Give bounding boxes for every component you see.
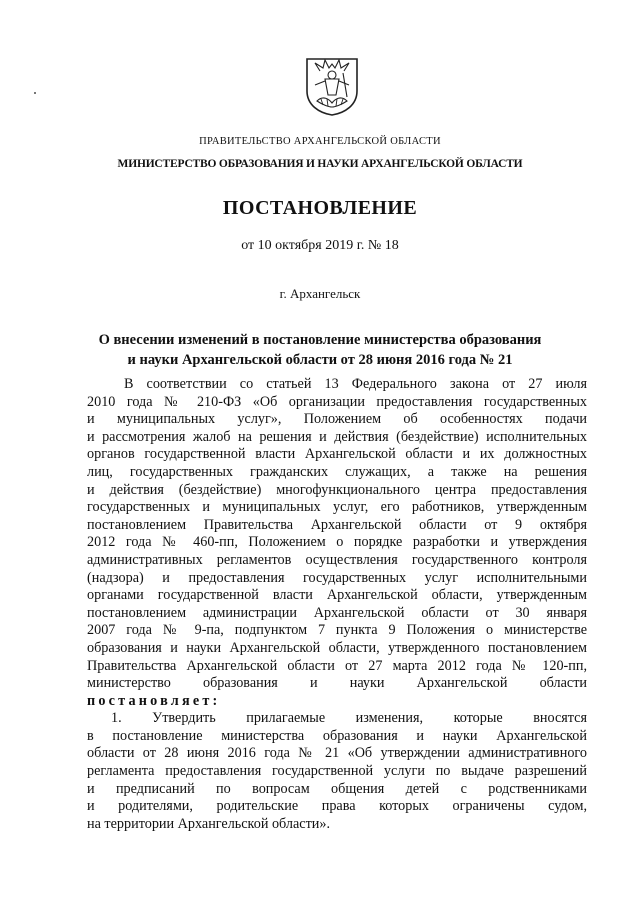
- body-line: 2010 года № 210-ФЗ «Об организации предоставления государственных: [87, 393, 587, 410]
- document-type: ПОСТАНОВЛЕНИЕ: [222, 197, 418, 219]
- body-line: (надзора) и предоставления государственных услуг исполнительными: [87, 569, 587, 586]
- resolution-word: постановляет:: [87, 692, 221, 709]
- body-line: постановлением администрации Архангельской области от 30 января: [87, 604, 587, 621]
- document-body: [87, 376, 587, 833]
- subject-line: и науки Архангельской области от 28 июня 2016 года № 21: [127, 352, 513, 368]
- body-line: образования и науки Архангельской области, утвержденного постановлением: [87, 639, 587, 656]
- body-line: министерство образования и науки Архангельской области: [87, 675, 587, 692]
- body-line: на территории Архангельской области».: [87, 815, 331, 832]
- document-city: г. Архангельск: [279, 286, 361, 301]
- government-name: ПРАВИТЕЛЬСТВО АРХАНГЕЛЬСКОЙ ОБЛАСТИ: [199, 136, 441, 147]
- subject-line: О внесении изменений в постановление министерства образования: [98, 332, 542, 348]
- body-line: Правительства Архангельской области от 27 марта 2012 года № 120-пп,: [87, 657, 587, 674]
- body-line: органов государственной власти Архангельской области и их должностных: [87, 446, 587, 463]
- body-line: государственных и муниципальных услуг, его работников, утвержденным: [87, 499, 587, 516]
- body-line: 2007 года № 9-па, подпунктом 7 пункта 9 Положения о министерстве: [87, 622, 587, 639]
- body-line: органами государственной власти Архангельской области, утвержденным: [87, 587, 587, 604]
- body-line: В соответствии со статьей 13 Федерального закона от 27 июля: [124, 376, 587, 392]
- body-line: и предписаний по вопросам общения детей с родственниками: [87, 780, 587, 797]
- document-subject: [0, 330, 640, 370]
- body-line: и действия (бездействие) многофункционального центра предоставления: [87, 481, 587, 498]
- body-line: области от 28 июня 2016 года № 21 «Об утверждении административного: [87, 745, 587, 762]
- body-line: в постановление министерства образования и науки Архангельской: [87, 727, 587, 744]
- body-line: административных регламентов осуществления государственного контроля: [87, 551, 587, 568]
- body-line: 1. Утвердить прилагаемые изменения, которые вносятся: [111, 710, 587, 727]
- body-line: постановлением Правительства Архангельской области от 9 октября: [87, 516, 587, 533]
- scan-speck: [34, 92, 36, 94]
- body-line: и муниципальных услуг», Положением об особенностях подачи: [87, 411, 587, 428]
- body-line: и родителями, родительские права которых ограничены судом,: [87, 798, 587, 815]
- coat-of-arms-icon: [303, 55, 361, 117]
- body-line: регламента предоставления государственной услуги по выдаче разрешений: [87, 763, 587, 780]
- body-line: лиц, государственных гражданских служащих, а также на решения: [87, 463, 587, 480]
- ministry-name: МИНИСТЕРСТВО ОБРАЗОВАНИЯ И НАУКИ АРХАНГЕЛЬСКОЙ ОБЛАСТИ: [117, 158, 523, 170]
- document-date-number: от 10 октября 2019 г. № 18: [241, 238, 399, 253]
- body-line: и рассмотрения жалоб на решения и действия (бездействие) исполнительных: [87, 428, 587, 445]
- body-line: 2012 года № 460-пп, Положением о порядке разработки и утверждения: [87, 534, 587, 551]
